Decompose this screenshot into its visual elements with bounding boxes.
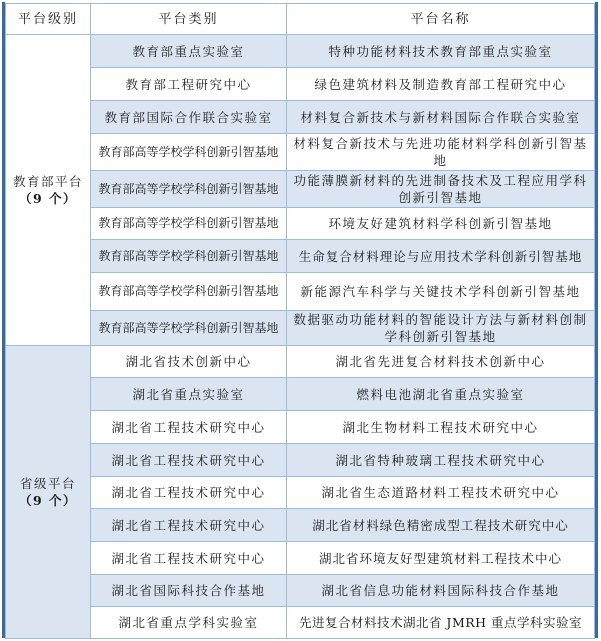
table-row bbox=[6, 273, 595, 311]
platform-type: 教育部高等学校学科创新引智基地 bbox=[91, 171, 287, 208]
header-type: 平台类别 bbox=[91, 4, 287, 35]
platform-name: 湖北生物材料工程技术研究中心 bbox=[287, 411, 595, 444]
table-row bbox=[6, 101, 595, 134]
platform-name: 湖北省先进复合材料技术创新中心 bbox=[287, 346, 595, 378]
platform-name: 材料复合新技术与新材料国际合作联合实验室 bbox=[287, 101, 595, 134]
table-row bbox=[6, 171, 595, 208]
platform-type: 教育部高等学校学科创新引智基地 bbox=[91, 240, 287, 273]
platform-type: 湖北省重点学科实验室 bbox=[91, 607, 287, 639]
platform-name: 绿色建筑材料及制造教育部工程研究中心 bbox=[287, 68, 595, 101]
platform-name: 湖北省生态道路材料工程技术研究中心 bbox=[287, 477, 595, 509]
group-level: 教育部平台 bbox=[12, 174, 83, 189]
platform-type: 湖北省国际科技合作基地 bbox=[91, 575, 287, 607]
platform-name: 环境友好建筑材料学科创新引智基地 bbox=[287, 208, 595, 240]
table-row bbox=[6, 542, 595, 575]
platform-type: 湖北省重点实验室 bbox=[91, 378, 287, 411]
table-row bbox=[6, 134, 595, 171]
platform-type: 湖北省工程技术研究中心 bbox=[91, 477, 287, 509]
group-count: （9 个） bbox=[18, 493, 78, 508]
platform-name: 湖北省信息功能材料国际科技合作基地 bbox=[287, 575, 595, 607]
table-row bbox=[6, 477, 595, 509]
group-cell-moe bbox=[6, 35, 91, 346]
table-row bbox=[6, 411, 595, 444]
table-row bbox=[6, 444, 595, 477]
platform-name: 特种功能材料技术教育部重点实验室 bbox=[287, 35, 595, 68]
platform-type: 教育部工程研究中心 bbox=[91, 68, 287, 101]
platform-name: 材料复合新技术与先进功能材料学科创新引智基地 bbox=[287, 134, 595, 171]
header-level: 平台级别 bbox=[6, 4, 91, 35]
platform-type: 湖北省工程技术研究中心 bbox=[91, 509, 287, 542]
platform-type: 教育部高等学校学科创新引智基地 bbox=[91, 311, 287, 346]
table-row bbox=[6, 509, 595, 542]
platform-type: 湖北省工程技术研究中心 bbox=[91, 542, 287, 575]
table-row bbox=[6, 607, 595, 639]
table-row bbox=[6, 208, 595, 240]
table-row bbox=[6, 346, 595, 378]
table-row bbox=[6, 240, 595, 273]
table-row bbox=[6, 378, 595, 411]
platform-type: 教育部高等学校学科创新引智基地 bbox=[91, 208, 287, 240]
header-row bbox=[6, 4, 595, 35]
platform-name: 新能源汽车科学与关键技术学科创新引智基地 bbox=[287, 273, 595, 311]
platform-name: 湖北省特种玻璃工程技术研究中心 bbox=[287, 444, 595, 477]
platform-name: 湖北省材料绿色精密成型工程技术研究中心 bbox=[287, 509, 595, 542]
platform-name: 湖北省环境友好型建筑材料工程技术中心 bbox=[287, 542, 595, 575]
platform-name: 先进复合材料技术湖北省 JMRH 重点学科实验室 bbox=[287, 607, 595, 639]
platform-table bbox=[5, 3, 595, 639]
platform-type: 教育部国际合作联合实验室 bbox=[91, 101, 287, 134]
platform-type: 湖北省工程技术研究中心 bbox=[91, 411, 287, 444]
table-row bbox=[6, 68, 595, 101]
table-row bbox=[6, 35, 595, 68]
group-cell-provincial bbox=[6, 346, 91, 639]
header-name: 平台名称 bbox=[287, 4, 595, 35]
platform-name: 燃料电池湖北省重点实验室 bbox=[287, 378, 595, 411]
platform-type: 教育部高等学校学科创新引智基地 bbox=[91, 134, 287, 171]
platform-type: 教育部重点实验室 bbox=[91, 35, 287, 68]
platform-name: 生命复合材料理论与应用技术学科创新引智基地 bbox=[287, 240, 595, 273]
platform-type: 教育部高等学校学科创新引智基地 bbox=[91, 273, 287, 311]
platform-type: 湖北省工程技术研究中心 bbox=[91, 444, 287, 477]
platform-name: 数据驱动功能材料的智能设计方法与新材料创制学科创新引智基地 bbox=[287, 311, 595, 346]
table-row bbox=[6, 311, 595, 346]
table-row bbox=[6, 575, 595, 607]
group-count: （9 个） bbox=[18, 191, 78, 206]
platform-type: 湖北省技术创新中心 bbox=[91, 346, 287, 378]
platform-name: 功能薄膜新材料的先进制备技术及工程应用学科创新引智基地 bbox=[287, 171, 595, 208]
group-level: 省级平台 bbox=[19, 476, 76, 491]
